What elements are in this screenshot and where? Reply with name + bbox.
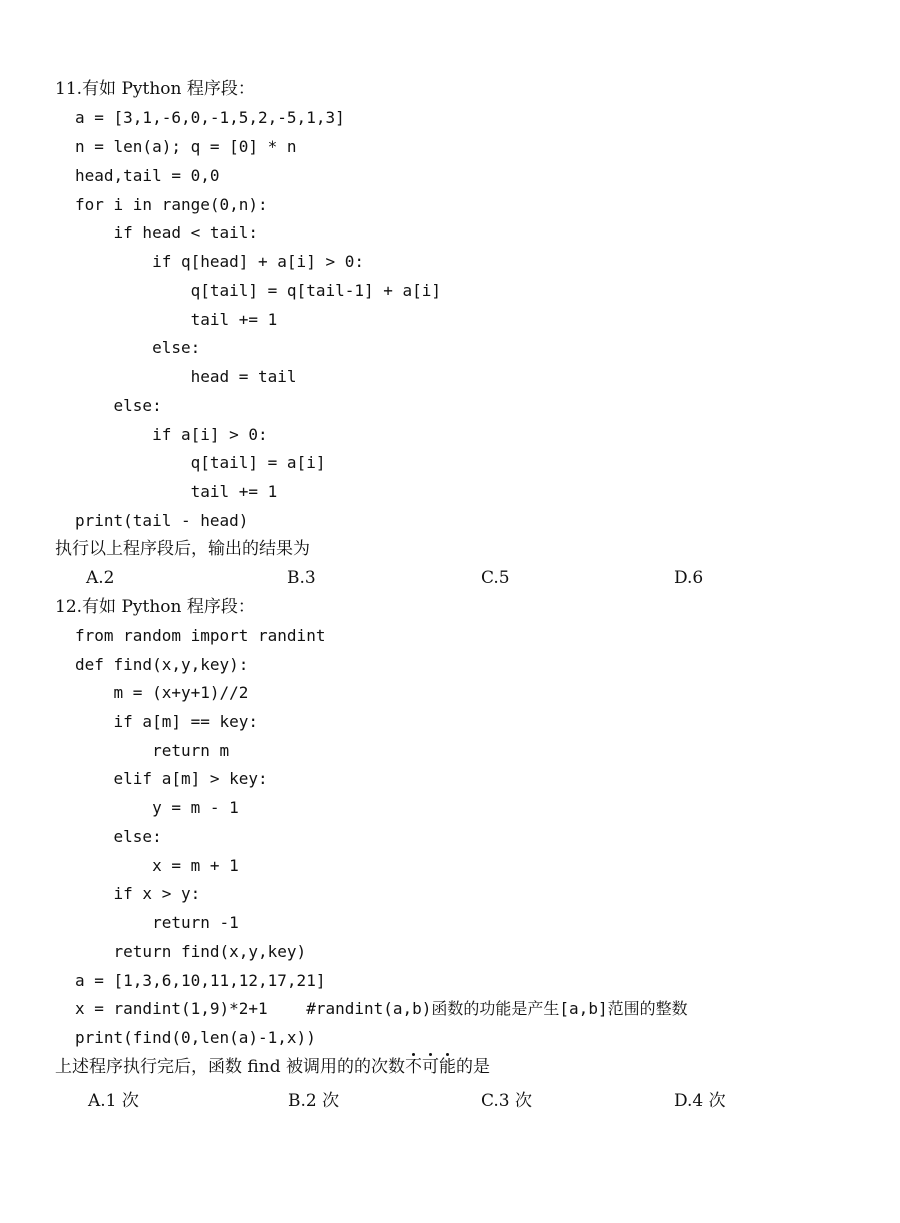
q12-code-line: return find(x,y,key): [75, 942, 307, 961]
q11-code-line: q[tail] = a[i]: [75, 453, 326, 472]
q12-title: 12.有如 Python 程序段：: [55, 597, 255, 617]
q11-code-line: tail += 1: [75, 482, 278, 501]
q11-code-line: head,tail = 0,0: [75, 166, 220, 185]
q11-code-line: head = tail: [75, 367, 297, 386]
q12-code-line: m = (x+y+1)//2: [75, 683, 249, 702]
q12-code-line: x = randint(1,9)*2+1 #randint(a,b)函数的功能是产生[a,b]范围的整数: [75, 999, 688, 1018]
q12-option-a: A.1 次: [88, 1091, 139, 1111]
q11-code-line: if head < tail:: [75, 223, 259, 242]
q12-option-c: C.3 次: [481, 1091, 533, 1111]
emphasis-dot-char: 能: [438, 1057, 456, 1077]
q12-code-line: if x > y:: [75, 884, 201, 903]
q12-option-d: D.4 次: [674, 1091, 726, 1111]
q12-code-line: def find(x,y,key):: [75, 655, 249, 674]
q11-code-line: tail += 1: [75, 310, 278, 329]
q12-option-b: B.2 次: [288, 1091, 340, 1111]
q12-code-line: from random import randint: [75, 626, 326, 645]
q12-code-line: if a[m] == key:: [75, 712, 259, 731]
q12-question: [55, 1056, 490, 1078]
q12-question-emphasis: [405, 1057, 456, 1077]
q12-code-line: y = m - 1: [75, 798, 239, 817]
q11-code-line: for i in range(0,n):: [75, 195, 268, 214]
q11-option-c: C.5: [481, 568, 510, 588]
q12-code-line: a = [1,3,6,10,11,12,17,21]: [75, 971, 326, 990]
q11-option-b: B.3: [287, 568, 316, 588]
q11-code-line: if a[i] > 0:: [75, 425, 268, 444]
q12-question-after: 的是: [455, 1057, 490, 1077]
q11-code-line: if q[head] + a[i] > 0:: [75, 252, 364, 271]
q12-code-line: else:: [75, 827, 162, 846]
q11-code-line: a = [3,1,-6,0,-1,5,2,-5,1,3]: [75, 108, 345, 127]
q12-code-line: print(find(0,len(a)-1,x)): [75, 1028, 316, 1047]
q11-code-line: print(tail - head): [75, 511, 249, 530]
emphasis-dot-char: 不: [404, 1057, 422, 1077]
q11-option-a: A.2: [86, 568, 115, 588]
q12-code-line: return m: [75, 741, 230, 760]
q11-option-d: D.6: [674, 568, 704, 588]
q12-code-line: x = m + 1: [75, 856, 239, 875]
q11-code-line: n = len(a); q = [0] * n: [75, 137, 297, 156]
q11-title: 11.有如 Python 程序段：: [55, 79, 255, 99]
q11-code-line: else:: [75, 396, 162, 415]
q12-code-line: elif a[m] > key:: [75, 769, 268, 788]
q11-code-line: else:: [75, 338, 201, 357]
q12-question-before: 上述程序执行完后，函数 find 被调用的的次数: [55, 1057, 405, 1077]
q12-code-line: return -1: [75, 913, 239, 932]
emphasis-dot-char: 可: [421, 1057, 439, 1077]
q11-code-line: q[tail] = q[tail-1] + a[i]: [75, 281, 442, 300]
q11-question: 执行以上程序段后，输出的结果为: [55, 539, 310, 559]
